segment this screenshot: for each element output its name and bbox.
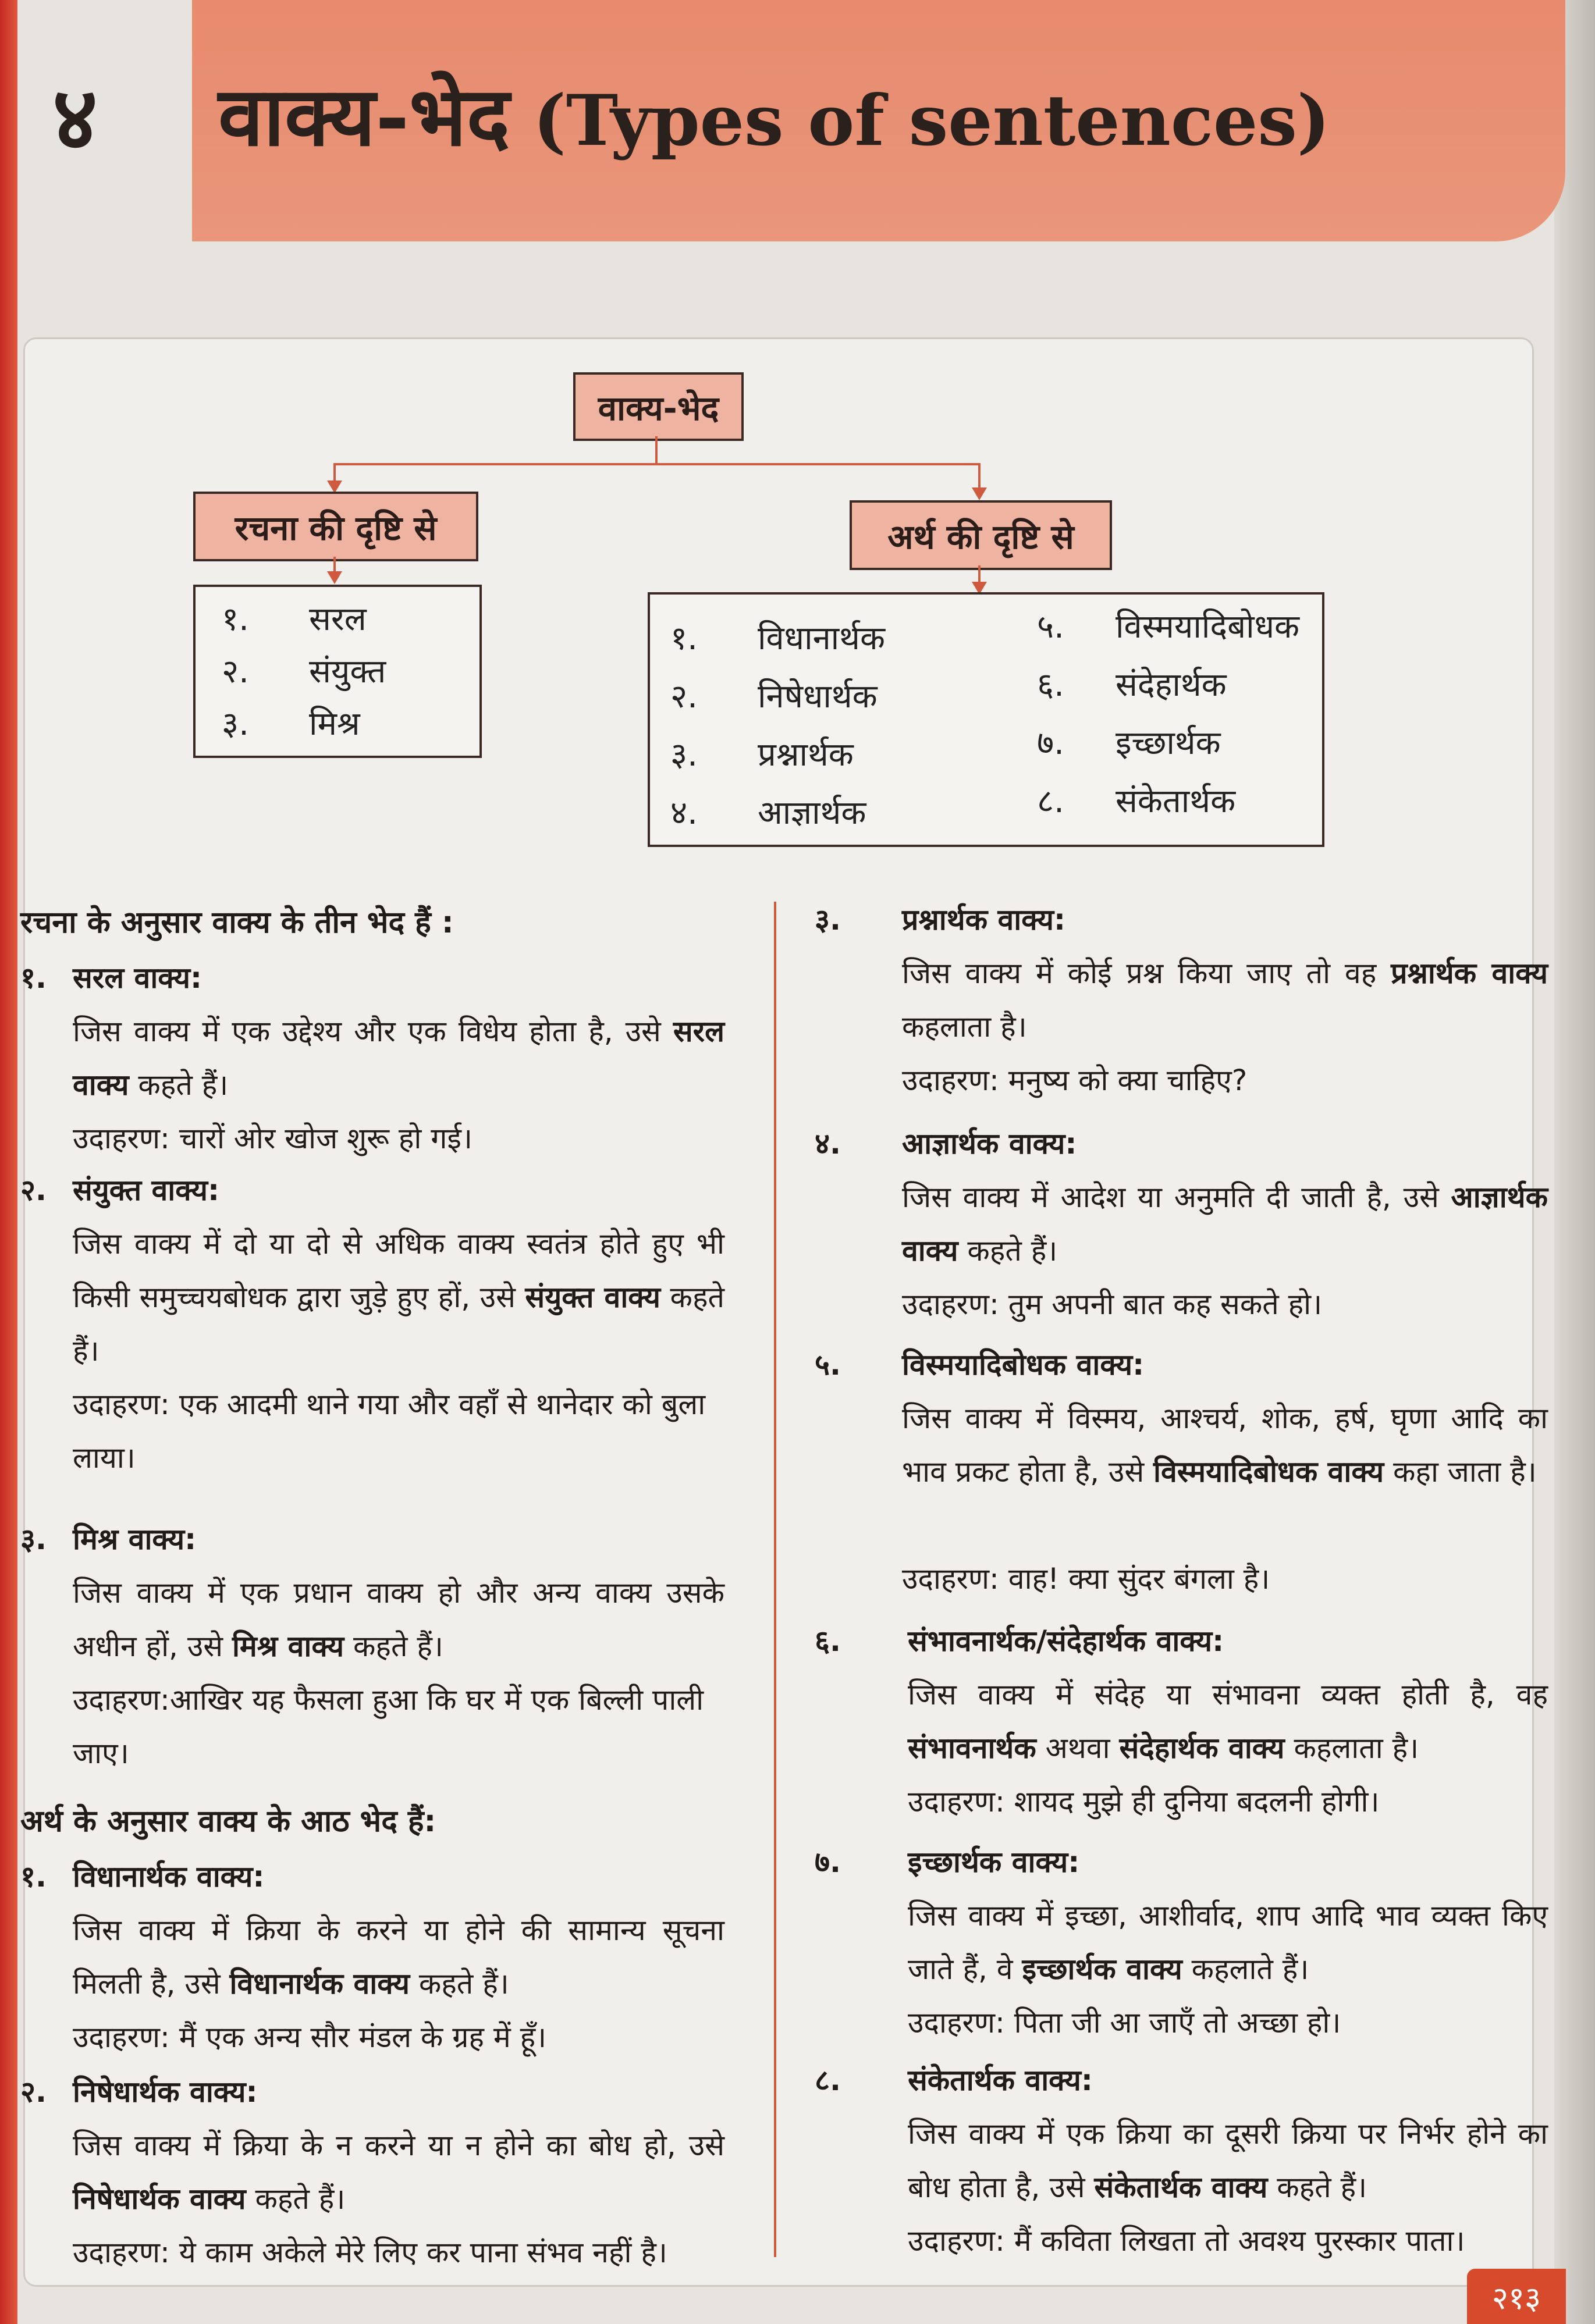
definition-text: जिस वाक्य में विस्मय, आश्चर्य, शोक, हर्ष, घृणा आदि का भाव प्रकट होता है, उसे विस्मयादिबोधक वाक्य कहा जाता है। [902,1401,1548,1489]
list-item: ६. संदेहार्थक [1037,666,1227,704]
definition-text: जिस वाक्य में एक क्रिया का दूसरी क्रिया पर निर्भर होने का बोध होता है, उसे संकेतार्थक वाक्य कहते हैं। [908,2117,1548,2204]
connector [333,557,336,573]
connector [333,463,981,465]
list-item: २. निषेधार्थक [670,678,878,716]
section-intro: रचना के अनुसार वाक्य के तीन भेद हैं : [20,905,454,940]
definition-heading: प्रश्नार्थक वाक्य: [902,903,1066,937]
example-text: उदाहरण: एक आदमी थाने गया और वहाँ से थानेदार को बुला लाया। [73,1387,706,1475]
meaning-types-list [648,592,1324,847]
example-text: उदाहरण:आखिर यह फैसला हुआ कि घर में एक बिल्ली पाली जाए। [73,1683,704,1770]
definition-heading: विधानार्थक वाक्य: [73,1860,265,1894]
connector [978,463,981,489]
left-column: रचना के अनुसार वाक्य के तीन भेद हैं : १. सरल वाक्य: जिस वाक्य में एक उद्देश्य और एक विधेय होता है, उसे सरल वाक्य कहते हैं। उदाहरण: चारों ओर खोज शुरू हो गई। २. संयुक्त वाक्य: जिस वाक्य में दो या दो से अधिक वाक्य स्वतंत्र होते हुए भी किसी समुच्चयबोधक द्वारा जुड़े हुए हों, उसे संयुक्त वाक्य कहते हैं। उदाहरण: एक आदमी थाने गया और वहाँ से थानेदार को बुला लाया। ३. मिश्र वाक्य: जिस वाक्य में एक प्रधान वाक्य हो और अन्य वाक्य उसके अधीन हों, उसे मिश्र वाक्य कहते हैं। उदाहरण:आखिर यह फैसला हुआ कि घर में एक बिल्ली पाली जाए। अर्थ के अनुसार वाक्य के आठ भेद हैं: १. विधानार्थक वाक्य: जिस वाक्य में क्रिया के करने या होने की सामान्य सूचना मिलती है, उसे विधानार्थक वाक्य कहते हैं। उदाहरण: मैं एक अन्य सौर मंडल के ग्रह में हूँ। २. निषेधार्थक वाक्य: जिस वाक्य में क्रिया के न करने या न होने का बोध हो, उसे निषेधार्थक वाक्य कहते हैं। उदाहरण: ये काम अकेले मेरे लिए कर पाना संभव नहीं है। [20,896,745,2280]
branch-box-meaning: अर्थ की दृष्टि से [850,500,1112,570]
arrow-down-icon [972,487,987,500]
chapter-title [218,58,1330,169]
page-number: २१३ [1467,2269,1566,2324]
list-item: ५. विस्मयादिबोधक [1037,608,1300,646]
list-item: १. विधानार्थक [670,620,885,657]
example-text: उदाहरण: चारों ओर खोज शुरू हो गई। [73,1122,473,1155]
definition-text: जिस वाक्य में एक प्रधान वाक्य हो और अन्य वाक्य उसके अधीन हों, उसे मिश्र वाक्य कहते हैं। [73,1576,724,1663]
definition-text: जिस वाक्य में क्रिया के करने या होने की सामान्य सूचना मिलती है, उसे विधानार्थक वाक्य कहते हैं। [73,1913,724,2001]
definition-text: जिस वाक्य में दो या दो से अधिक वाक्य स्वतंत्र होते हुए भी किसी समुच्चयबोधक द्वारा जुड़े हुए हों, उसे संयुक्त वाक्य कहते हैं। [73,1227,724,1368]
example-text: उदाहरण: तुम अपनी बात कह सकते हो। [902,1287,1323,1321]
definition-heading: मिश्र वाक्य: [73,1522,197,1556]
definition-heading: सरल वाक्य: [73,961,203,995]
definition-heading: आज्ञार्थक वाक्य: [902,1127,1077,1161]
definition-heading: विस्मयादिबोधक वाक्य: [902,1348,1145,1382]
chapter-title-english: (Types of sentences) [533,80,1330,162]
section-intro: अर्थ के अनुसार वाक्य के आठ भेद हैं: [20,1804,436,1839]
definition-text: जिस वाक्य में इच्छा, आशीर्वाद, शाप आदि भाव व्यक्त किए जाते हैं, वे इच्छार्थक वाक्य कहलाते हैं। [908,1899,1548,1986]
connector [655,436,658,464]
example-text: उदाहरण: मैं एक अन्य सौर मंडल के ग्रह में हूँ। [73,2020,547,2054]
definition-heading: संकेतार्थक वाक्य: [908,2063,1093,2097]
diagram-root-box: वाक्य-भेद [573,372,744,441]
connector [333,463,336,482]
branch-box-structure: रचना की दृष्टि से [193,492,478,561]
list-item: ८. संकेतार्थक [1037,782,1236,820]
arrow-down-icon [327,571,342,584]
example-text: उदाहरण: मनुष्य को क्या चाहिए? [902,1063,1248,1097]
definition-heading: संभावनार्थक/संदेहार्थक वाक्य: [908,1624,1224,1658]
list-item: १. सरल [222,600,367,638]
chapter-number: ४ [52,68,98,169]
definition-text: जिस वाक्य में एक उद्देश्य और एक विधेय होता है, उसे सरल वाक्य कहते हैं। [73,1015,724,1102]
list-item: ३. प्रश्नार्थक [670,736,854,774]
definition-heading: संयुक्त वाक्य: [73,1173,220,1207]
connector [978,565,981,583]
structure-types-list [193,585,482,758]
example-text: उदाहरण: ये काम अकेले मेरे लिए कर पाना संभव नहीं है। [73,2236,667,2269]
example-text: उदाहरण: शायद मुझे ही दुनिया बदलनी होगी। [908,1785,1380,1818]
column-divider [774,902,776,2257]
example-text: उदाहरण: वाह! क्या सुंदर बंगला है। [902,1562,1270,1596]
example-text: उदाहरण: मैं कविता लिखता तो अवश्य पुरस्कार पाता। [908,2224,1465,2258]
page-edge [1554,0,1595,2324]
definition-text: जिस वाक्य में क्रिया के न करने या न होने का बोध हो, उसे निषेधार्थक वाक्य कहते हैं। [73,2129,724,2216]
definition-heading: निषेधार्थक वाक्य: [73,2075,258,2109]
book-spine [0,0,17,2324]
list-item: ४. आज्ञार्थक [670,794,866,832]
chapter-title-hindi: वाक्य-भेद [218,69,510,165]
definition-text: जिस वाक्य में संदेह या संभावना व्यक्त होती है, वह संभावनार्थक अथवा संदेहार्थक वाक्य कहलाता है। [908,1678,1548,1765]
definition-text: जिस वाक्य में आदेश या अनुमति दी जाती है, उसे आज्ञार्थक वाक्य कहते हैं। [902,1180,1548,1268]
definition-text: जिस वाक्य में कोई प्रश्न किया जाए तो वह प्रश्नार्थक वाक्य कहलाता है। [902,956,1548,1044]
right-column: ३. प्रश्नार्थक वाक्य: जिस वाक्य में कोई प्रश्न किया जाए तो वह प्रश्नार्थक वाक्य कहलाता है। उदाहरण: मनुष्य को क्या चाहिए? ४. आज्ञार्थक वाक्य: जिस वाक्य में आदेश या अनुमति दी जाती है, उसे आज्ञार्थक वाक्य कहते हैं। उदाहरण: तुम अपनी बात कह सकते हो। ५. विस्मयादिबोधक वाक्य: जिस वाक्य में विस्मय, आश्चर्य, शोक, हर्ष, घृणा आदि का भाव प्रकट होता है, उसे विस्मयादिबोधक वाक्य कहा जाता है। उदाहरण: वाह! क्या सुंदर बंगला है। ६. संभावनार्थक/संदेहार्थक वाक्य: जिस वाक्य में संदेह या संभावना व्यक्त होती है, वह संभावनार्थक अथवा संदेहार्थक वाक्य कहलाता है। उदाहरण: शायद मुझे ही दुनिया बदलनी होगी। ७. इच्छार्थक वाक्य: जिस वाक्य में इच्छा, आशीर्वाद, शाप आदि भाव व्यक्त किए जाते हैं, वे इच्छार्थक वाक्य कहलाते हैं। उदाहरण: पिता जी आ जाएँ तो अच्छा हो। ८. संकेतार्थक वाक्य: जिस वाक्य में एक क्रिया का दूसरी क्रिया पर निर्भर होने का बोध होता है, उसे संकेतार्थक वाक्य कहते हैं। उदाहरण: मैं कविता लिखता तो अवश्य पुरस्कार पाता। [815,893,1554,2272]
list-item: ७. इच्छार्थक [1037,724,1221,762]
example-text: उदाहरण: पिता जी आ जाएँ तो अच्छा हो। [908,2006,1341,2040]
list-item: ३. मिश्र [222,705,360,743]
definition-heading: इच्छार्थक वाक्य: [908,1845,1080,1879]
list-item: २. संयुक्त [222,653,386,691]
